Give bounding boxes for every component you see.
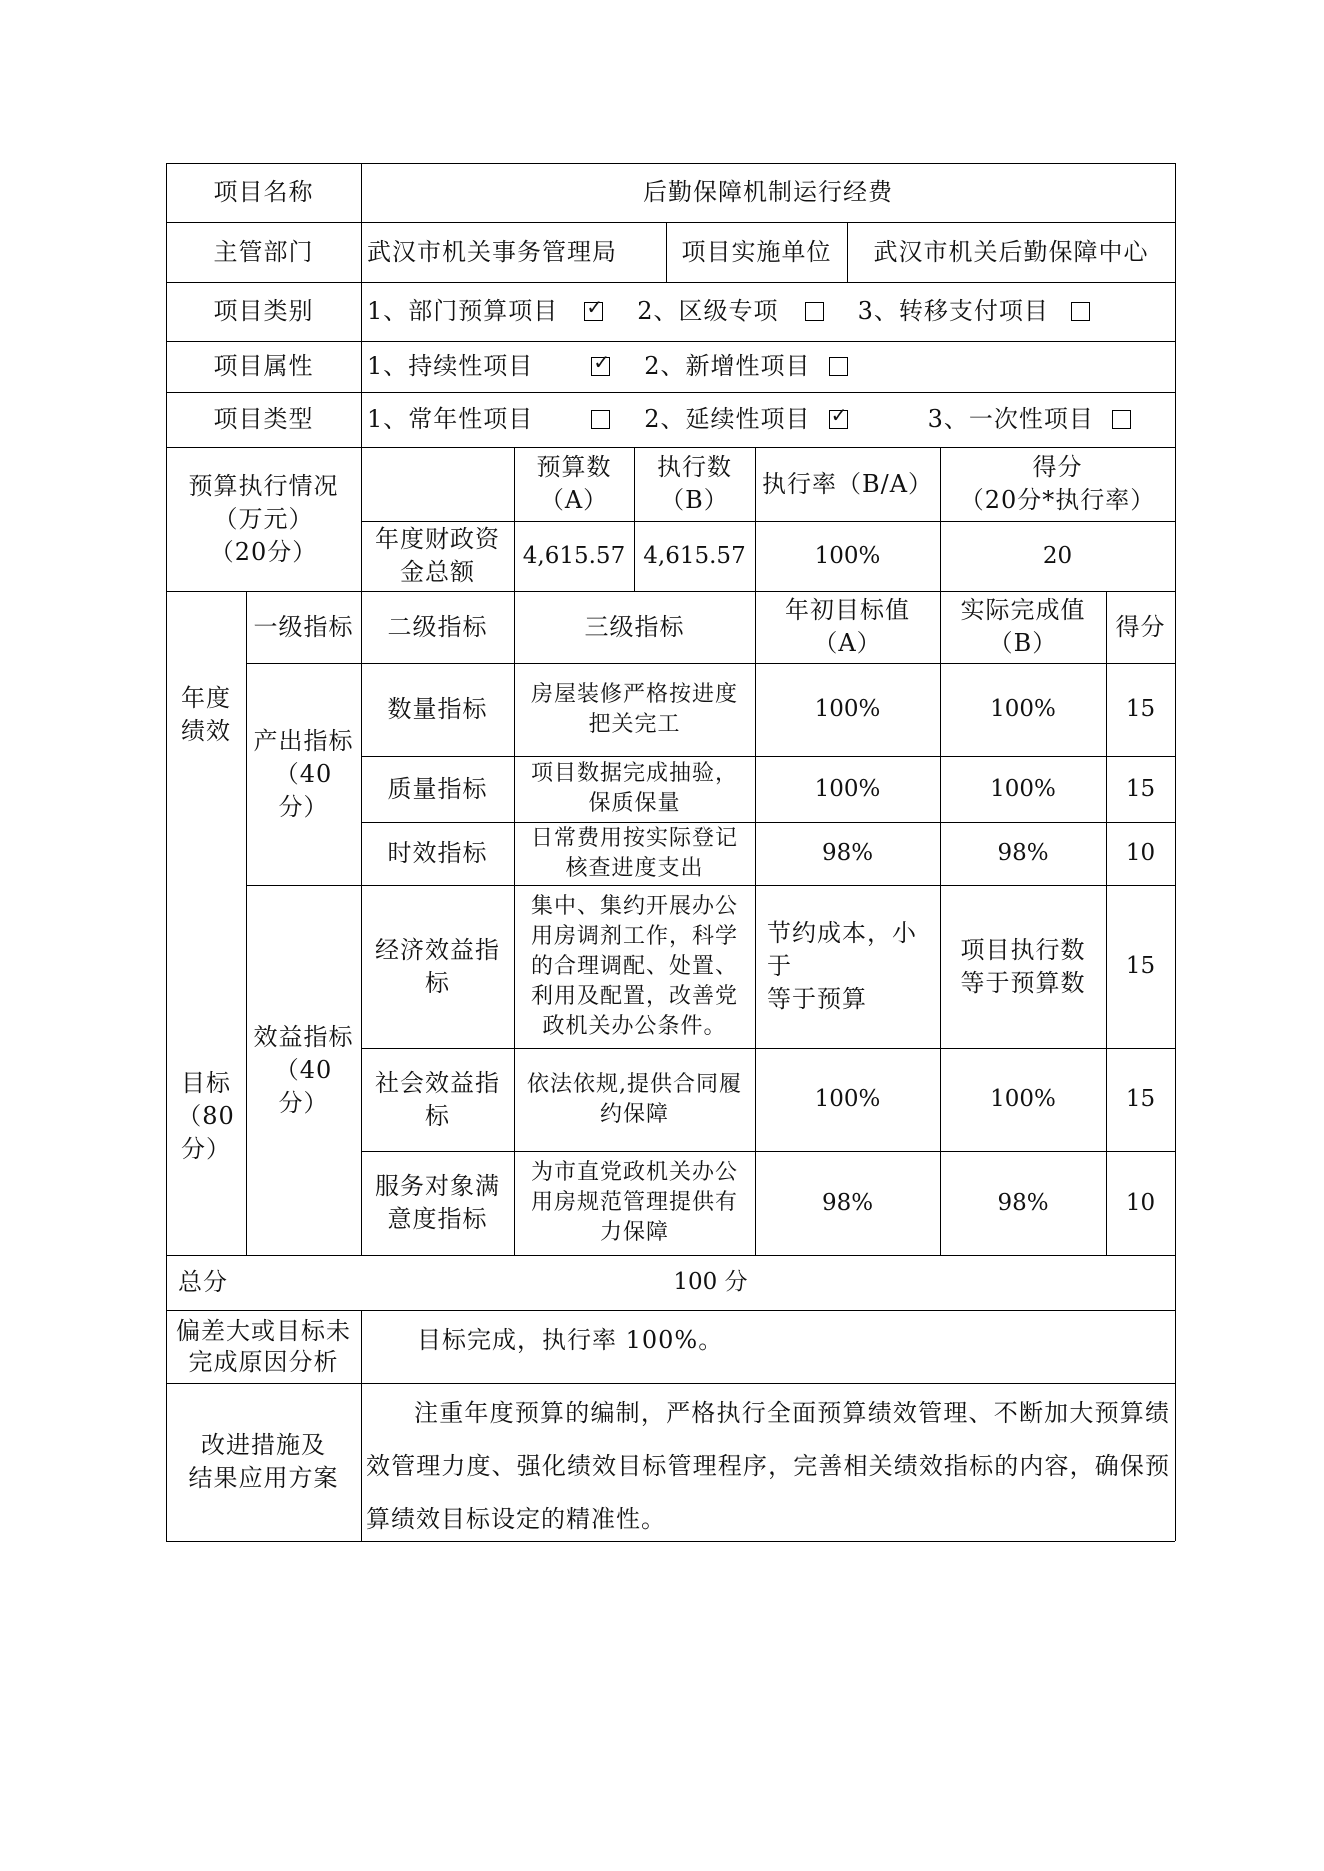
head-level2: 二级指标	[387, 612, 488, 641]
indicator-level3: 房屋装修严格按进度 把关完工	[530, 681, 738, 737]
indicator-score: 15	[1125, 696, 1156, 722]
indicator-level2: 时效指标	[387, 839, 488, 867]
indicator-level3: 依法依规,提供合同履 约保障	[527, 1071, 742, 1127]
indicator-score: 15	[1125, 953, 1156, 979]
indicator-actual: 100%	[990, 775, 1056, 802]
exec-value: 4,615.57	[643, 542, 746, 569]
indicator-target: 98%	[821, 840, 874, 866]
checkbox-empty-icon[interactable]	[829, 357, 848, 376]
attribute-options	[361, 341, 1175, 392]
checkbox-checked-icon[interactable]: ✓	[830, 403, 849, 427]
indicator-level3: 项目数据完成抽验， 保质保量	[530, 761, 738, 816]
indicator-target: 100%	[814, 775, 881, 802]
head-actual: 实际完成值 （B）	[960, 596, 1086, 657]
indicator-target: 100%	[814, 1086, 881, 1112]
category-option: 3、转移支付项目	[858, 295, 1090, 328]
indicator-level3: 集中、集约开展办公 用房调剂工作，科学 的合理调配、处置、 利用及配置，改善党 政机关办公条件。	[530, 893, 738, 1039]
indicator-score: 15	[1125, 1086, 1156, 1112]
indicator-score: 10	[1125, 840, 1156, 866]
rule	[166, 1541, 1175, 1542]
rule	[1175, 163, 1176, 1541]
indicator-actual: 98%	[997, 1189, 1049, 1216]
performance-side-label-top: 年度 绩效	[181, 684, 231, 745]
project-name-label: 项目名称	[213, 178, 314, 206]
indicator-level2: 社会效益指 标	[375, 1068, 500, 1130]
attribute-label: 项目属性	[213, 352, 314, 380]
impl-unit-value: 武汉市机关后勤保障中心	[873, 237, 1149, 266]
category-label: 项目类别	[213, 297, 314, 325]
indicator-actual: 98%	[997, 840, 1049, 866]
checkbox-empty-icon[interactable]	[805, 302, 824, 321]
budget-col-budget: 预算数 （A）	[536, 453, 612, 514]
category-options	[361, 282, 1175, 341]
head-target: 年初目标值 （A）	[785, 596, 910, 657]
indicator-level2: 质量指标	[387, 774, 488, 803]
budget-score-value: 20	[1042, 542, 1073, 569]
category-option: 1、部门预算项目 ✓	[367, 295, 605, 325]
indicator-level2: 经济效益指 标	[375, 935, 500, 997]
indicator-level2: 服务对象满 意度指标	[375, 1172, 500, 1233]
attribute-option: 1、持续性项目 ✓	[367, 350, 612, 380]
dept-value: 武汉市机关事务管理局	[367, 237, 617, 266]
budget-row-label: 年度财政资 金总额	[375, 525, 500, 586]
budget-col-rate: 执行率（B/A）	[761, 469, 934, 498]
budget-value: 4,615.57	[522, 542, 626, 569]
total-label: 总分	[178, 1268, 228, 1296]
checkbox-empty-icon[interactable]	[1112, 410, 1131, 429]
deviation-label: 偏差大或目标未 完成原因分析	[176, 1316, 351, 1376]
type-label: 项目类型	[213, 405, 314, 433]
category-option: 2、区级专项	[637, 295, 857, 328]
head-level1: 一级指标	[253, 612, 354, 641]
total-value: 100 分	[673, 1269, 748, 1295]
project-name-value: 后勤保障机制运行经费	[643, 178, 893, 206]
performance-side-label-bottom: 目标 （80 分）	[177, 1068, 235, 1163]
checkbox-checked-icon[interactable]: ✓	[593, 350, 612, 374]
type-option: 1、常年性项目	[367, 403, 644, 436]
indicator-target: 节约成本，小 于 等于预算	[767, 919, 917, 1013]
benefit-indicator-label: 效益指标 （40 分）	[253, 1022, 354, 1117]
indicator-actual: 项目执行数 等于预算数	[960, 935, 1086, 997]
indicator-target: 100%	[814, 696, 881, 722]
budget-col-exec: 执行数 （B）	[657, 453, 732, 514]
checkbox-empty-icon[interactable]	[591, 410, 610, 429]
checkbox-empty-icon[interactable]	[1071, 302, 1090, 321]
impl-unit-label: 项目实施单位	[681, 237, 832, 266]
indicator-target: 98%	[821, 1189, 874, 1216]
indicator-actual: 100%	[990, 696, 1056, 722]
budget-section-label: 预算执行情况 （万元） （20分）	[188, 471, 339, 566]
indicator-actual: 100%	[990, 1086, 1056, 1112]
indicator-score: 15	[1125, 775, 1156, 802]
improvement-value: 注重年度预算的编制，严格执行全面预算绩效管理、不断加大预算绩效管理力度、强化绩效目标管理程序，完善相关绩效指标的内容，确保预算绩效目标设定的精准性。	[366, 1399, 1170, 1533]
indicator-level3: 日常费用按实际登记 核查进度支出	[530, 825, 738, 881]
improvement-label: 改进措施及 结果应用方案	[188, 1431, 339, 1492]
dept-label: 主管部门	[213, 237, 314, 266]
rate-value: 100%	[814, 542, 881, 569]
indicator-score: 10	[1125, 1189, 1156, 1216]
checkbox-checked-icon[interactable]: ✓	[586, 295, 605, 319]
budget-col-score: 得分 （20分*执行率）	[959, 453, 1156, 514]
type-option: 2、延续性项目 ✓	[644, 403, 849, 433]
type-option: 3、一次性项目	[928, 403, 1131, 436]
deviation-value: 目标完成，执行率 100%。	[417, 1325, 724, 1354]
head-score: 得分	[1115, 612, 1166, 641]
type-options	[361, 392, 1175, 447]
head-level3: 三级指标	[584, 612, 685, 641]
indicator-level2: 数量指标	[387, 695, 488, 723]
attribute-option: 2、新增性项目	[644, 350, 881, 383]
output-indicator-label: 产出指标 （40 分）	[253, 726, 354, 821]
indicator-level3: 为市直党政机关办公 用房规范管理提供有 力保障	[530, 1160, 738, 1245]
